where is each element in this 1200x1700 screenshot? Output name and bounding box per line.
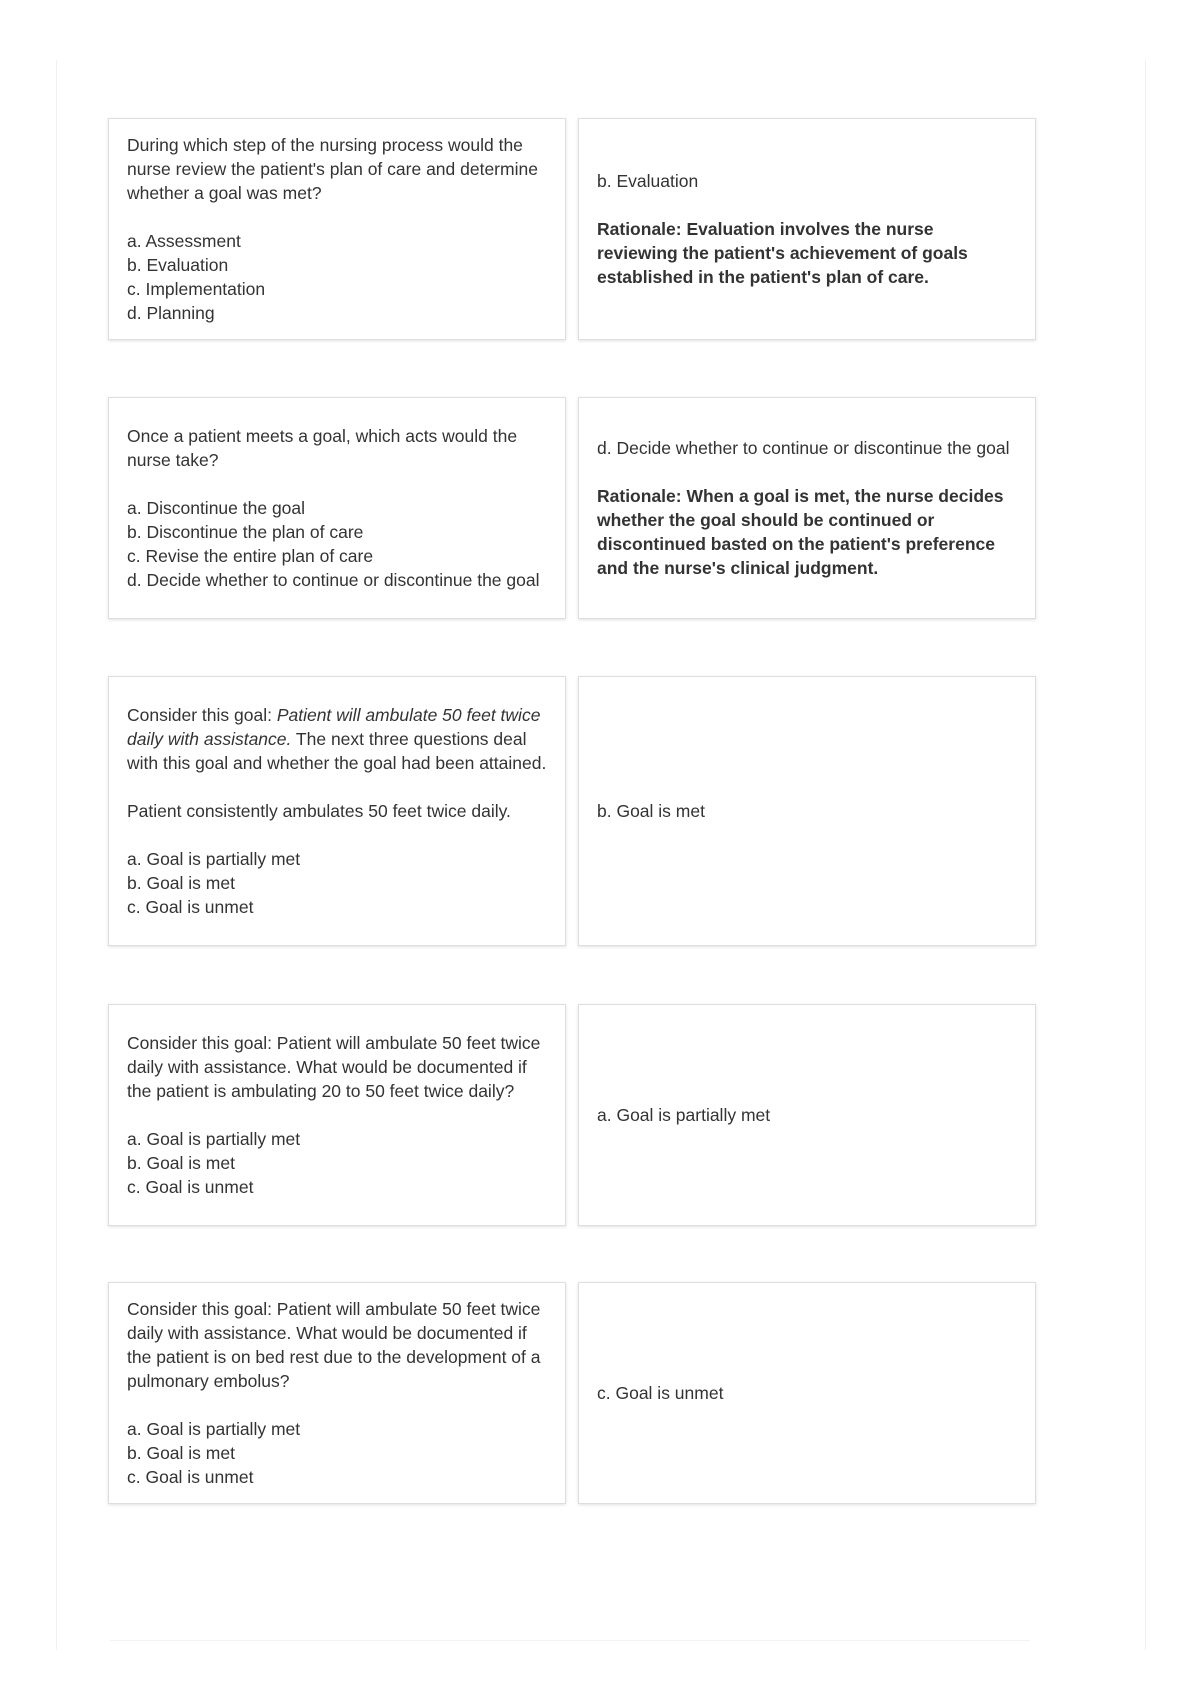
card-question-2[interactable] [108,397,566,619]
option-b: b. Discontinue the plan of care [127,522,364,542]
rationale-text: Rationale: Evaluation involves the nurse reviewing the patient's achievement of goals established in the patient's plan of care. [597,219,968,287]
card-answer-2[interactable] [578,397,1036,619]
answer-text: b. Evaluation [597,171,699,191]
answer-text: b. Goal is met [597,801,705,821]
option-b: b. Evaluation [127,255,229,275]
card-question-5[interactable] [108,1282,566,1504]
question-prefix: Consider this goal: [127,705,277,725]
option-d: d. Decide whether to continue or discontinue the goal [127,570,540,590]
flashcard-row-2 [108,397,1036,619]
option-a: a. Goal is partially met [127,849,301,869]
flashcard-row-5 [108,1282,1036,1504]
card-question-1[interactable] [108,118,566,340]
card-answer-3[interactable] [578,676,1036,946]
option-c: c. Implementation [127,279,266,299]
options-list [127,1127,547,1199]
question-text: Consider this goal: Patient will ambulate 50 feet twice daily with assistance. What would be documented if the patient is ambulating 20 to 50 feet twice daily? [127,1033,541,1101]
option-b: b. Goal is met [127,873,235,893]
option-a: a. Assessment [127,231,241,251]
question-text: During which step of the nursing process would the nurse review the patient's plan of care and determine whether a goal was met? [127,135,538,203]
option-c: c. Goal is unmet [127,1177,254,1197]
question-text: Once a patient meets a goal, which acts would the nurse take? [127,426,518,470]
options-list [127,847,547,919]
scenario-text: Patient consistently ambulates 50 feet twice daily. [127,801,511,821]
option-a: a. Goal is partially met [127,1419,301,1439]
rationale-text: Rationale: When a goal is met, the nurse decides whether the goal should be continued or discontinued basted on the patient's preference and the nurse's clinical judgment. [597,486,1004,578]
flashcard-row-4 [108,1004,1036,1226]
question-suffix: The next three questions deal with this goal and whether the goal had been attained. [127,729,547,773]
option-c: c. Revise the entire plan of care [127,546,374,566]
answer-text: a. Goal is partially met [597,1105,771,1125]
option-c: c. Goal is unmet [127,1467,254,1487]
card-question-4[interactable] [108,1004,566,1226]
card-answer-1[interactable] [578,118,1036,340]
card-question-3[interactable] [108,676,566,946]
card-answer-5[interactable] [578,1282,1036,1504]
option-a: a. Discontinue the goal [127,498,306,518]
flashcard-row-1 [108,118,1036,340]
option-a: a. Goal is partially met [127,1129,301,1149]
answer-text: d. Decide whether to continue or discontinue the goal [597,438,1010,458]
question-text: Consider this goal: Patient will ambulate 50 feet twice daily with assistance. What would be documented if the patient is on bed rest due to the development of a pulmonary embolus? [127,1299,541,1391]
options-list [127,1417,547,1489]
option-d: d. Planning [127,303,215,323]
page-divider [110,1640,1030,1641]
card-answer-4[interactable] [578,1004,1036,1226]
option-b: b. Goal is met [127,1443,235,1463]
options-list [127,229,547,325]
flashcard-row-3 [108,676,1036,946]
answer-text: c. Goal is unmet [597,1383,724,1403]
question-text [127,703,547,775]
options-list [127,496,547,592]
option-b: b. Goal is met [127,1153,235,1173]
question-goal-italic: Patient will ambulate 50 feet twice daily with assistance. [127,705,541,749]
option-c: c. Goal is unmet [127,897,254,917]
